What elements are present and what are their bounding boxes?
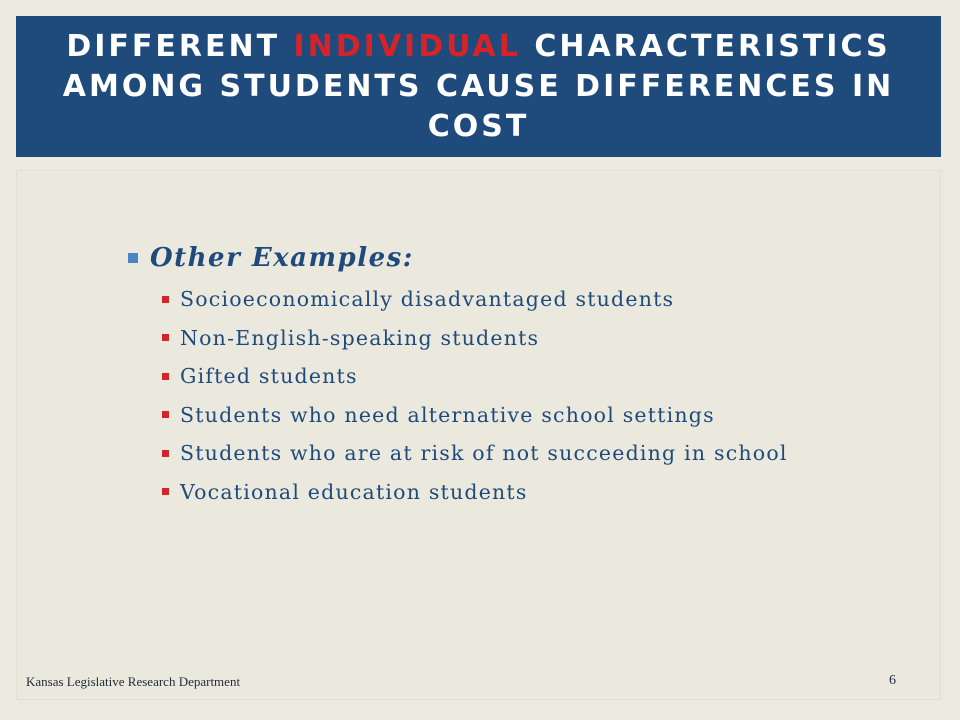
title-part-1: DIFFERENT <box>66 28 294 64</box>
examples-heading: Other Examples: <box>150 243 414 273</box>
page-number: 6 <box>889 673 896 688</box>
list-item <box>162 319 908 358</box>
square-bullet-icon <box>162 450 169 457</box>
slide-title <box>16 27 941 147</box>
square-bullet-icon <box>162 334 169 341</box>
list-item <box>162 280 908 319</box>
list-item <box>162 434 908 473</box>
heading-bullet <box>128 240 908 276</box>
list-item-text: Vocational education students <box>180 479 528 504</box>
list-item-text: Students who are at risk of not succeeding in school <box>180 441 788 466</box>
square-bullet-icon <box>162 373 169 380</box>
list-item-text: Non-English-speaking students <box>180 325 540 350</box>
square-bullet-icon <box>128 253 138 263</box>
list-item <box>162 473 908 512</box>
list-item-text: Students who need alternative school settings <box>180 402 715 427</box>
title-bar <box>16 16 941 157</box>
footer-organization: Kansas Legislative Research Department <box>26 674 241 689</box>
list-item-text: Socioeconomically disadvantaged students <box>180 287 675 312</box>
title-part-2: CHARACTERISTICS AMONG STUDENTS CAUSE DIFFERENCES IN COST <box>62 28 895 144</box>
square-bullet-icon <box>162 488 169 495</box>
list-item <box>162 357 908 396</box>
list-item-text: Gifted students <box>180 364 358 389</box>
examples-list <box>128 280 908 511</box>
square-bullet-icon <box>162 296 169 303</box>
bullet-content <box>128 240 908 511</box>
list-item <box>162 396 908 435</box>
title-accent-word: INDIVIDUAL <box>293 28 521 64</box>
square-bullet-icon <box>162 411 169 418</box>
